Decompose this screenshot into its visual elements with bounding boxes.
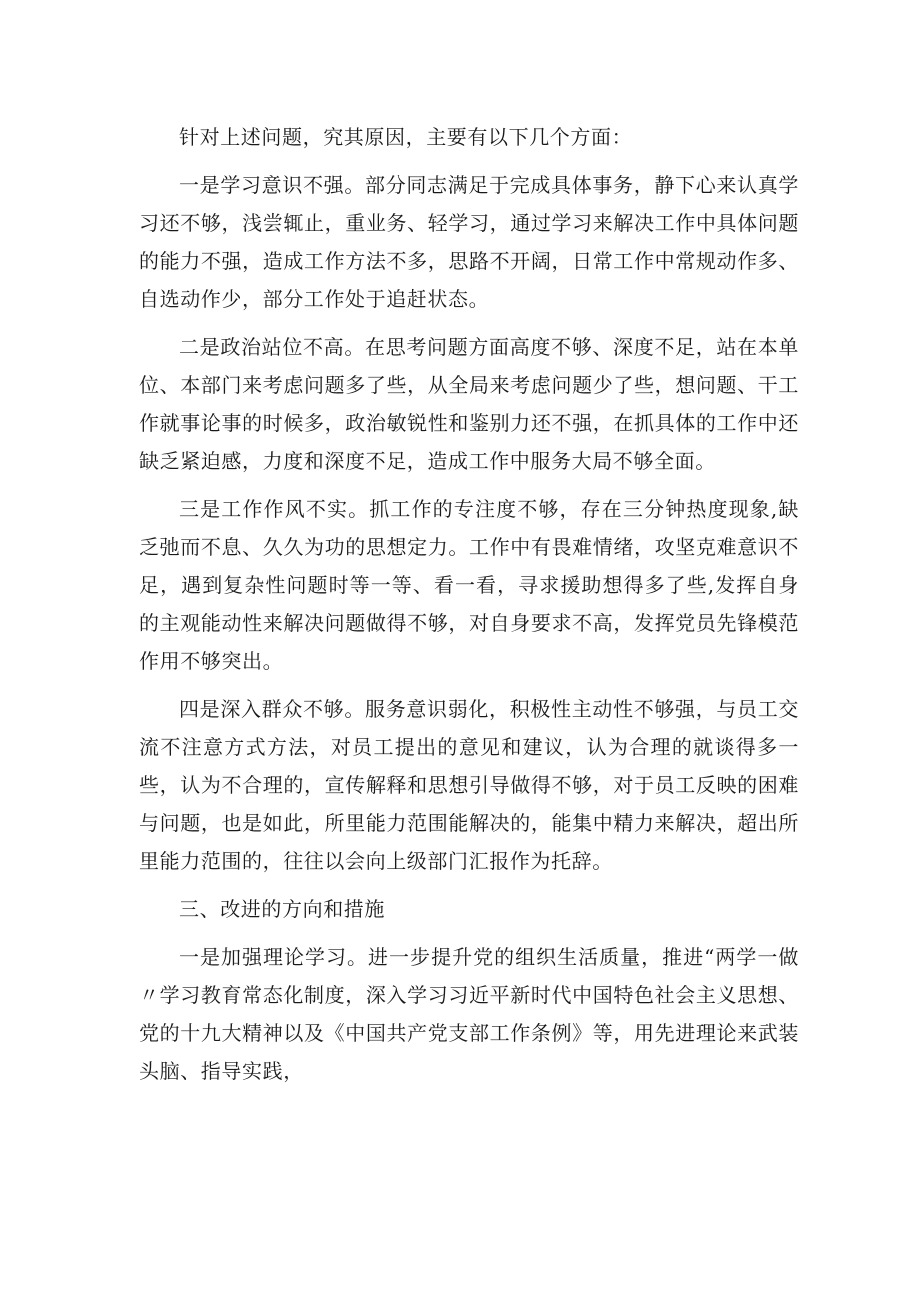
paragraph-mass-contact: 四是深入群众不够。服务意识弱化，积极性主动性不够强，与员工交流不注意方式方法，对员工提出的意见和建议，认为合理的就谈得多一些，认为不合理的，宣传解释和思想引导做得不够，对于员工反映的困难与问题，也是如此，所里能力范围能解决的，能集中精力来解决，超出所里能力范围的，往往以会向上级部门汇报作为托辞。: [139, 697, 799, 873]
paragraph-political-stance: 二是政治站位不高。在思考问题方面高度不够、深度不足，站在本单位、本部门来考虑问题多了些，从全局来考虑问题少了些，想问题、干工作就事论事的时候多，政治敏锐性和鉴别力还不强，在抓具体的工作中还缺乏紧迫感，力度和深度不足，造成工作中服务大局不够全面。: [139, 335, 799, 473]
paragraph-theory-study: 一是加强理论学习。进一步提升党的组织生活质量，推进“两学一做〃学习教育常态化制度，深入学习习近平新时代中国特色社会主义思想、党的十九大精神以及《中国共产党支部工作条例》等，用先进理论来武装头脑、指导实践，: [139, 945, 799, 1083]
paragraph-intro: 针对上述问题，究其原因，主要有以下几个方面：: [179, 125, 633, 149]
section-heading-improvement: 三、改进的方向和措施: [179, 897, 385, 921]
paragraph-learning-awareness: 一是学习意识不强。部分同志满足于完成具体事务，静下心来认真学习还不够，浅尝辄止，重业务、轻学习，通过学习来解决工作中具体问题的能力不强，造成工作方法不多，思路不开阔，日常工作中常规动作多、自选动作少，部分工作处于追赶状态。: [139, 173, 799, 311]
paragraph-work-style: 三是工作作风不实。抓工作的专注度不够，存在三分钟热度现象,缺乏弛而不息、久久为功的思想定力。工作中有畏难情绪，攻坚克难意识不足，遇到复杂性问题时等一等、看一看，寻求援助想得多了些,发挥自身的主观能动性来解决问题做得不够，对自身要求不高，发挥党员先锋模范作用不够突出。: [139, 497, 799, 673]
document-body: [139, 118, 799, 1100]
